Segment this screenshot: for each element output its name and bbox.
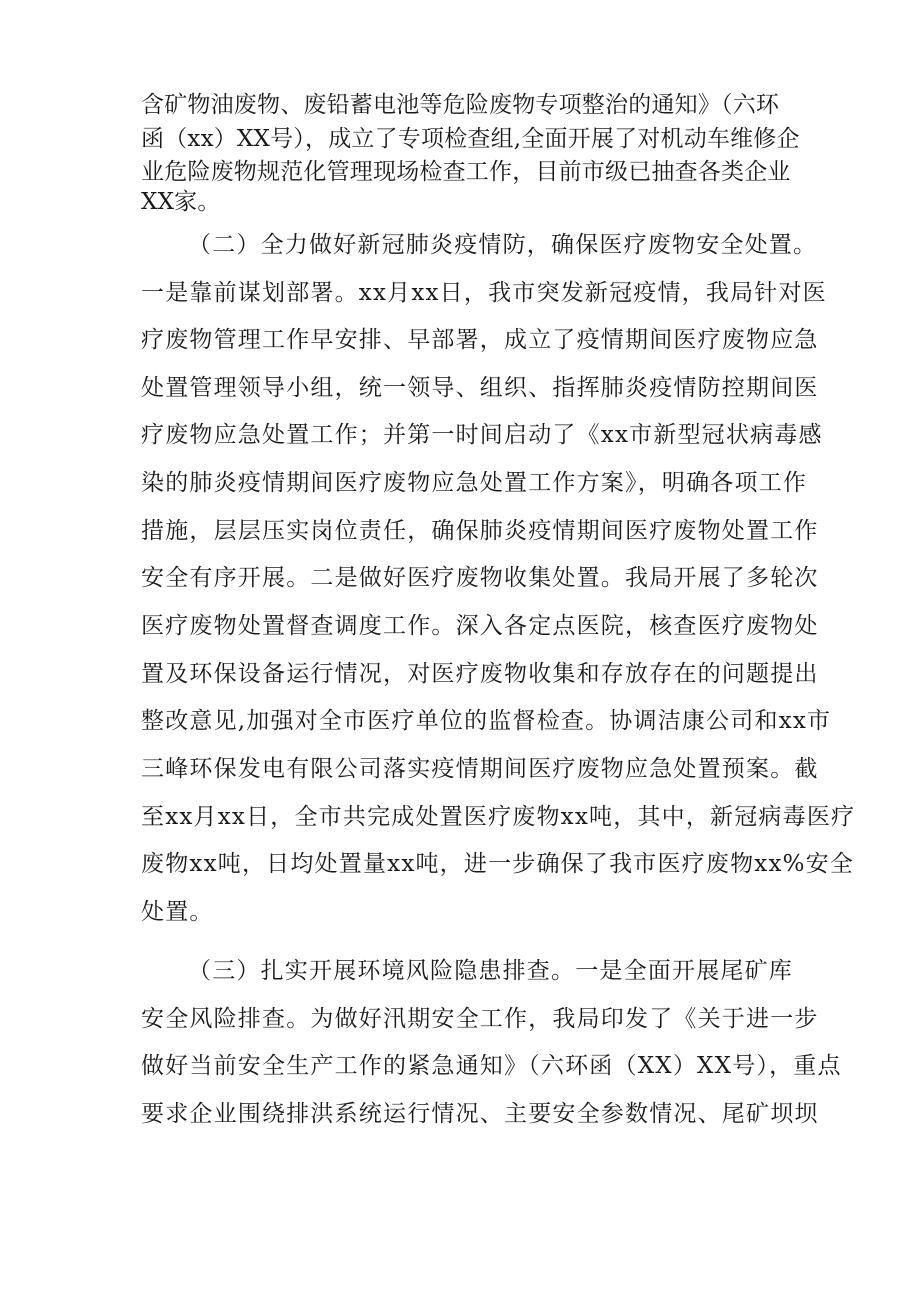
paragraph-1-line-4: XX家。	[141, 189, 221, 215]
paragraph-3-line-3: 做好当前安全生产工作的紧急通知》（六环函（XX）XX号），重点	[141, 1053, 842, 1079]
paragraph-2-line-9: 医疗废物处置督查调度工作。深入各定点医院，核查医疗废物处	[141, 613, 819, 639]
paragraph-2-line-15: 处置。	[141, 899, 214, 925]
paragraph-2-line-2: 一是靠前谋划部署。xx月xx日，我市突发新冠疫情，我局针对医	[141, 280, 827, 306]
paragraph-2-line-10: 置及环保设备运行情况，对医疗废物收集和存放存在的问题提出	[141, 661, 819, 687]
section-2-heading: （二）全力做好新冠肺炎疫情防，确保医疗废物安全处置。	[188, 232, 818, 258]
paragraph-2-line-5: 疗废物应急处置工作；并第一时间启动了《xx市新型冠状病毒感	[141, 422, 823, 448]
paragraph-2-line-4: 处置管理领导小组，统一领导、组织、指挥肺炎疫情防控期间医	[141, 375, 819, 401]
paragraph-3-line-2: 安全风险排查。为做好汛期安全工作，我局印发了《关于进一步	[141, 1006, 819, 1032]
paragraph-1-line-3: 业危险废物规范化管理现场检查工作，目前市级已抽查各类企业	[141, 159, 791, 185]
paragraph-2-line-12: 三峰环保发电有限公司落实疫情期间医疗废物应急处置预案。截	[141, 756, 819, 782]
section-3-heading: （三）扎实开展环境风险隐患排查。一是全面开展尾矿库	[188, 958, 793, 984]
paragraph-1-line-2: 函（xx）XX号），成立了专项检查组,全面开展了对机动车维修企	[141, 126, 800, 152]
paragraph-2-line-8: 安全有序开展。二是做好医疗废物收集处置。我局开展了多轮次	[141, 565, 819, 591]
paragraph-2-line-3: 疗废物管理工作早安排、早部署，成立了疫情期间医疗废物应急	[141, 327, 819, 353]
paragraph-2-line-7: 措施，层层压实岗位责任，确保肺炎疫情期间医疗废物处置工作	[141, 518, 819, 544]
paragraph-2-line-14: 废物xx吨，日均处置量xx吨，进一步确保了我市医疗废物xx%安全	[141, 851, 855, 877]
paragraph-3-line-4: 要求企业围绕排洪系统运行情况、主要安全参数情况、尾矿坝坝	[141, 1101, 819, 1127]
paragraph-2-line-11: 整改意见,加强对全市医疗单位的监督检查。协调洁康公司和xx市	[141, 708, 832, 734]
paragraph-1-line-1: 含矿物油废物、废铅蓄电池等危险废物专项整治的通知》（六环	[141, 92, 780, 118]
paragraph-2-line-13: 至xx月xx日，全市共完成处置医疗废物xx吨，其中，新冠病毒医疗	[141, 804, 856, 830]
paragraph-2-line-6: 染的肺炎疫情期间医疗废物应急处置工作方案》，明确各项工作	[141, 470, 808, 496]
